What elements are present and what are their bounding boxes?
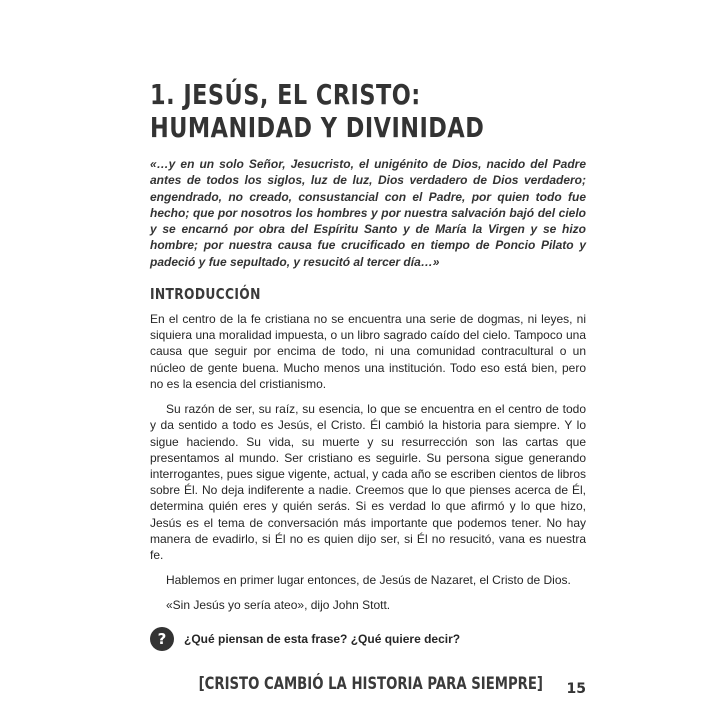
- section-heading: INTRODUCCIÓN: [150, 285, 261, 304]
- page-content: [150, 78, 586, 695]
- body-paragraph: «Sin Jesús yo sería ateo», dijo John Stott.: [166, 598, 391, 613]
- pull-quote-text: [CRISTO CAMBIÓ LA HISTORIA PARA SIEMPRE]: [198, 673, 544, 694]
- page-number: 15: [566, 681, 586, 697]
- body-paragraph: Hablemos en primer lugar entonces, de Jesús de Nazaret, el Cristo de Dios.: [166, 573, 571, 588]
- pull-quote: [150, 673, 586, 695]
- question-text: ¿Qué piensan de esta frase? ¿Qué quiere decir?: [184, 631, 461, 646]
- body-paragraph: En el centro de la fe cristiana no se encuentra una serie de dogmas, ni leyes, ni siquiera una moralidad impuesta, o un libro sagrado caído del cielo. Tampoco una causa que seguir por encima de todo, ni una comunidad contracultural o un núcleo de gente buena. Mucho menos una institución. Todo eso está bien, pero no es la esencia del cristianismo.: [150, 312, 586, 391]
- creed-quote: «…y en un solo Señor, Jesucristo, el unigénito de Dios, nacido del Padre antes de todos los siglos, luz de luz, Dios verdadero de Dios verdadero; engendrado, no creado, consustancial con el Padre, por quien todo fue hecho; que por nosotros los hombres y por nuestra salvación bajó del cielo y se encarnó por obra del Espíritu Santo y de María la Virgen y se hizo hombre; por nuestra causa fue crucificado en tiempo de Poncio Pilato y padeció y fue sepultado, y resucitó al tercer día…»: [150, 157, 586, 269]
- chapter-title: 1. JESÚS, EL CRISTO: HUMANIDAD Y DIVINIDAD: [150, 78, 485, 144]
- discussion-question: [150, 627, 586, 651]
- body-paragraph: Su razón de ser, su raíz, su esencia, lo que se encuentra en el centro de todo y da sentido a todo es Jesús, el Cristo. Él cambió la historia para siempre. Y lo sigue haciendo. Su vida, su muerte y su resurrección son las cartas que presentamos al mundo. Ser cristiano es seguirle. Su persona sigue generando interrogantes, pues sigue vigente, actual, y cada año se escriben cientos de libros sobre Él. No deja indiferente a nadie. Creemos que lo que pienses acerca de Él, determina quién eres y quién serás. Si es verdad lo que afirmó y lo que hizo, Jesús es el tema de conversación más importante que podemos tener. No hay manera de evadirlo, si Él no es quien dijo ser, si Él no resucitó, vana es nuestra fe.: [150, 402, 586, 562]
- question-mark-icon: ?: [150, 627, 174, 651]
